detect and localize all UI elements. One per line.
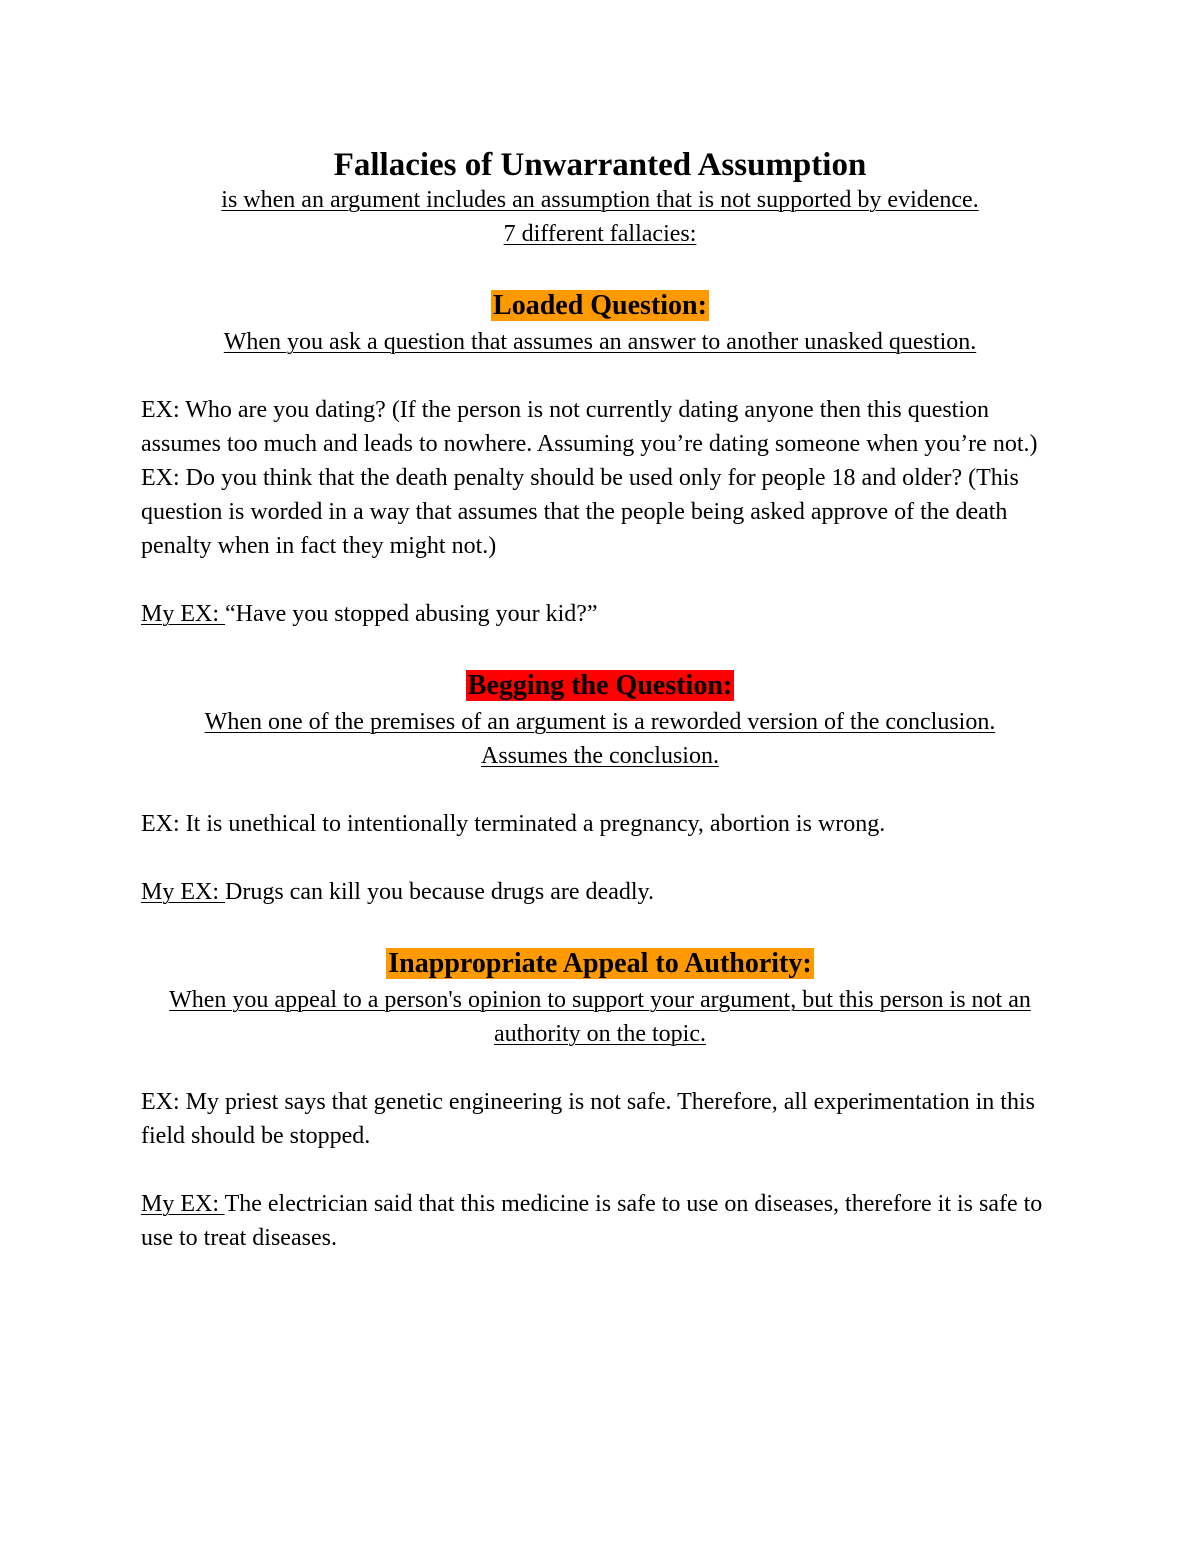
my-ex-label: My EX: [141,1191,225,1217]
document-content [141,143,1059,1255]
example-paragraph: EX: My priest says that genetic engineering is not safe. Therefore, all experimentation in this field should be stopped. [141,1089,1035,1149]
section-loaded-question [141,287,1059,631]
section-definition: When you appeal to a person's opinion to support your argument, but this person is not an [169,987,1031,1013]
section-heading: Begging the Question: [467,670,733,701]
my-example [141,875,1059,909]
section-definition: authority on the topic. [494,1021,706,1047]
my-ex-text: The electrician said that this medicine is safe to use on diseases, therefore it is safe to use to treat diseases. [141,1191,1043,1251]
section-definition: When one of the premises of an argument is a reworded version of the conclusion. [204,709,996,735]
section-definition: When you ask a question that assumes an answer to another unasked question. [223,329,977,355]
document-subtitle: is when an argument includes an assumption that is not supported by evidence. [221,187,979,213]
document-title: Fallacies of Unwarranted Assumption [333,147,867,183]
section-definition: Assumes the conclusion. [481,743,719,769]
fallacy-count-line: 7 different fallacies: [503,221,697,247]
example-paragraph: EX: Who are you dating? (If the person is not currently dating anyone then this question assumes too much and leads to nowhere. Assuming you’re dating someone when you’re not.) [141,397,1038,457]
my-ex-label: My EX: [141,879,225,905]
section-begging-the-question [141,667,1059,909]
my-ex-label: My EX: [141,601,225,627]
my-example [141,597,1059,631]
section-appeal-to-authority [141,945,1059,1255]
section-heading: Inappropriate Appeal to Authority: [388,948,812,979]
my-ex-text: “Have you stopped abusing your kid?” [225,601,598,627]
section-heading: Loaded Question: [493,290,707,321]
my-ex-text: Drugs can kill you because drugs are deadly. [225,879,654,905]
example-paragraph: EX: It is unethical to intentionally terminated a pregnancy, abortion is wrong. [141,811,886,837]
my-example [141,1187,1059,1255]
example-paragraph: EX: Do you think that the death penalty should be used only for people 18 and older? (This question is worded in a way that assumes that the people being asked approve of the death penalty when in fact they might not.) [141,465,1019,559]
